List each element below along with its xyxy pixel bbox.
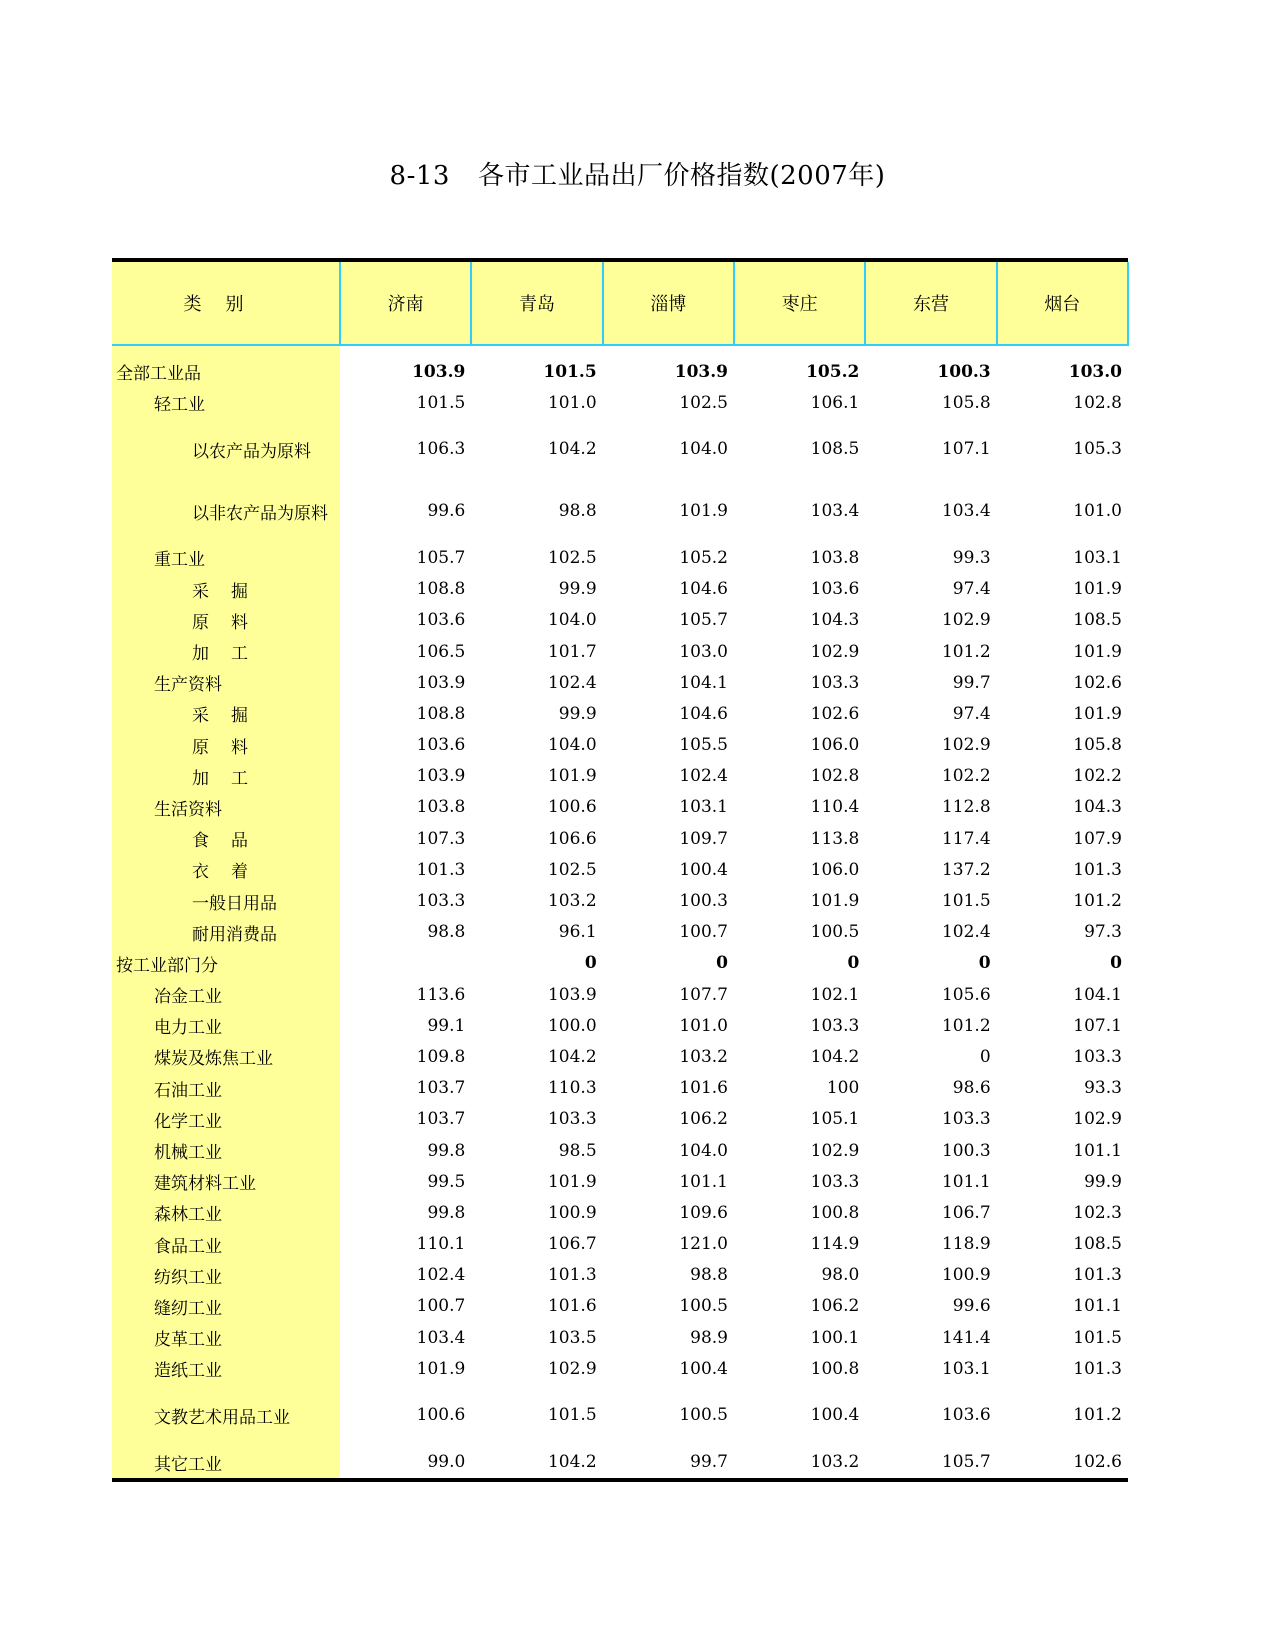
table-row <box>112 979 1128 1010</box>
value-cell: 103.1 <box>1073 547 1122 568</box>
value-cell: 99.8 <box>427 1202 466 1223</box>
value-cell: 104.0 <box>547 735 597 756</box>
column-header-category: 类别 <box>112 262 340 345</box>
value-cell: 101.3 <box>547 1265 597 1286</box>
value-cell: 102.5 <box>679 392 728 413</box>
value-cell: 101.9 <box>1073 579 1122 600</box>
value-cell: 105.8 <box>941 392 991 413</box>
value-cell: 117.4 <box>941 828 991 849</box>
table-row <box>112 1291 1128 1322</box>
value-cell: 100.4 <box>679 859 728 880</box>
value-cell: 102.4 <box>547 672 597 693</box>
value-cell: 93.3 <box>1084 1078 1122 1099</box>
value-cell: 113.6 <box>416 984 466 1005</box>
value-cell: 102.8 <box>1073 392 1122 413</box>
table-row <box>112 1260 1128 1291</box>
value-cell: 109.6 <box>679 1202 728 1223</box>
value-cell: 113.8 <box>810 828 860 849</box>
row-label: 皮革工业 <box>112 1322 340 1353</box>
value-cell: 105.5 <box>679 735 728 756</box>
value-cell: 102.9 <box>941 735 991 756</box>
value-cell: 101.1 <box>679 1171 728 1192</box>
row-label: 生活资料 <box>112 792 340 823</box>
table-row <box>112 1010 1128 1041</box>
row-label: 全部工业品 <box>112 345 340 387</box>
table-row <box>112 917 1128 948</box>
value-cell: 110.3 <box>547 1078 597 1099</box>
value-cell: 102.2 <box>1073 766 1122 787</box>
value-cell: 109.7 <box>679 828 728 849</box>
row-label: 冶金工业 <box>112 979 340 1010</box>
value-cell: 106.7 <box>547 1234 597 1255</box>
value-cell: 97.4 <box>952 579 991 600</box>
value-cell: 104.1 <box>1073 984 1122 1005</box>
value-cell: 102.6 <box>810 703 860 724</box>
value-cell: 100.8 <box>810 1202 860 1223</box>
value-cell: 109.8 <box>416 1046 466 1067</box>
page-title <box>0 155 1275 192</box>
row-label: 电力工业 <box>112 1010 340 1041</box>
table-row <box>112 1166 1128 1197</box>
row-label: 原料 <box>112 730 340 761</box>
table-row <box>112 761 1128 792</box>
value-cell: 102.4 <box>679 766 728 787</box>
value-cell: 0 <box>584 953 597 974</box>
value-cell: 98.8 <box>427 922 466 943</box>
value-cell: 100.5 <box>679 1296 728 1317</box>
value-cell: 137.2 <box>941 859 991 880</box>
value-cell: 105.7 <box>941 1452 991 1473</box>
value-cell: 105.6 <box>941 984 991 1005</box>
value-cell: 101.0 <box>1073 501 1122 522</box>
value-cell: 102.9 <box>810 641 860 662</box>
value-cell: 98.9 <box>690 1327 728 1348</box>
table-row <box>112 574 1128 605</box>
row-label: 耐用消费品 <box>112 917 340 948</box>
value-cell: 104.6 <box>679 703 728 724</box>
table-row <box>112 542 1128 573</box>
value-cell: 101.3 <box>1073 859 1122 880</box>
value-cell: 98.6 <box>952 1078 991 1099</box>
value-cell: 101.5 <box>1073 1327 1122 1348</box>
value-cell: 99.7 <box>952 672 991 693</box>
row-label: 衣着 <box>112 854 340 885</box>
value-cell: 103.3 <box>810 1171 860 1192</box>
value-cell: 106.2 <box>679 1109 728 1130</box>
value-cell: 99.5 <box>427 1171 466 1192</box>
row-label: 轻工业 <box>112 387 340 418</box>
table-row <box>112 1229 1128 1260</box>
value-cell: 103.3 <box>941 1109 991 1130</box>
value-cell: 103.7 <box>416 1109 466 1130</box>
value-cell <box>340 948 471 979</box>
value-cell: 103.5 <box>547 1327 597 1348</box>
value-cell: 97.3 <box>1084 922 1122 943</box>
table-row <box>112 418 1128 480</box>
table-row <box>112 667 1128 698</box>
value-cell: 103.3 <box>547 1109 597 1130</box>
value-cell: 105.8 <box>1073 735 1122 756</box>
table-row <box>112 854 1128 885</box>
value-cell: 101.0 <box>679 1015 728 1036</box>
value-cell: 103.3 <box>1073 1046 1122 1067</box>
value-cell: 102.6 <box>1073 1452 1122 1473</box>
value-cell: 107.7 <box>679 984 728 1005</box>
row-label: 加工 <box>112 761 340 792</box>
value-cell: 0 <box>979 1046 991 1067</box>
value-cell: 100.3 <box>679 891 728 912</box>
column-header-dongying: 东营 <box>865 262 996 345</box>
bottom-rule <box>112 1478 1128 1482</box>
value-cell: 102.3 <box>1073 1202 1122 1223</box>
row-label: 采掘 <box>112 698 340 729</box>
value-cell: 108.8 <box>416 703 466 724</box>
value-cell: 107.1 <box>941 439 991 460</box>
row-label: 造纸工业 <box>112 1353 340 1384</box>
value-cell: 102.4 <box>941 922 991 943</box>
table-body <box>112 345 1128 1478</box>
value-cell: 100.9 <box>547 1202 597 1223</box>
table-row <box>112 948 1128 979</box>
value-cell: 100.8 <box>810 1358 860 1379</box>
row-label: 建筑材料工业 <box>112 1166 340 1197</box>
table-number: 8-13 <box>389 161 450 191</box>
value-cell: 103.3 <box>810 672 860 693</box>
value-cell: 107.9 <box>1073 828 1122 849</box>
value-cell: 100.4 <box>679 1358 728 1379</box>
value-cell: 99.9 <box>558 579 597 600</box>
value-cell: 102.2 <box>941 766 991 787</box>
value-cell: 103.9 <box>547 984 597 1005</box>
value-cell: 103.6 <box>810 579 860 600</box>
value-cell: 101.1 <box>1073 1140 1122 1161</box>
row-label: 原料 <box>112 605 340 636</box>
value-cell: 101.1 <box>941 1171 991 1192</box>
value-cell: 101.2 <box>941 1015 991 1036</box>
value-cell: 104.2 <box>810 1046 860 1067</box>
row-label: 其它工业 <box>112 1446 340 1477</box>
value-cell: 101.9 <box>1073 641 1122 662</box>
value-cell: 102.4 <box>416 1265 466 1286</box>
value-cell: 100.7 <box>679 922 728 943</box>
price-index-table <box>112 262 1129 1478</box>
value-cell: 104.0 <box>679 439 728 460</box>
value-cell: 104.3 <box>810 610 860 631</box>
value-cell: 101.1 <box>1073 1296 1122 1317</box>
value-cell: 102.9 <box>547 1358 597 1379</box>
row-label: 以农产品为原料 <box>112 418 340 480</box>
value-cell: 103.2 <box>679 1046 728 1067</box>
value-cell: 104.0 <box>679 1140 728 1161</box>
column-header-jinan: 济南 <box>340 262 471 345</box>
value-cell: 103.8 <box>416 797 466 818</box>
table-row <box>112 1446 1128 1477</box>
value-cell: 99.7 <box>690 1452 728 1473</box>
value-cell: 108.5 <box>1073 1234 1122 1255</box>
value-cell: 100.9 <box>941 1265 991 1286</box>
value-cell: 106.5 <box>416 641 466 662</box>
value-cell: 108.5 <box>1073 610 1122 631</box>
value-cell: 103.4 <box>941 501 991 522</box>
value-cell: 101.2 <box>1073 891 1122 912</box>
table-row <box>112 605 1128 636</box>
value-cell: 103.9 <box>674 361 728 382</box>
table-row <box>112 1384 1128 1446</box>
value-cell: 101.2 <box>1073 1405 1122 1426</box>
value-cell: 101.5 <box>543 361 597 382</box>
value-cell: 98.0 <box>821 1265 860 1286</box>
row-label: 以非农产品为原料 <box>112 480 340 542</box>
value-cell: 101.5 <box>416 392 466 413</box>
column-header-qingdao: 青岛 <box>471 262 602 345</box>
value-cell: 99.0 <box>427 1452 466 1473</box>
value-cell: 102.5 <box>547 859 597 880</box>
value-cell: 101.0 <box>547 392 597 413</box>
row-label: 一般日用品 <box>112 885 340 916</box>
value-cell: 101.9 <box>679 501 728 522</box>
value-cell: 110.1 <box>416 1234 466 1255</box>
value-cell: 0 <box>716 953 728 974</box>
value-cell: 106.2 <box>810 1296 860 1317</box>
value-cell: 106.3 <box>416 439 466 460</box>
value-cell: 103.2 <box>547 891 597 912</box>
value-cell: 103.6 <box>941 1405 991 1426</box>
value-cell: 103.9 <box>416 766 466 787</box>
value-cell: 101.7 <box>547 641 597 662</box>
value-cell: 104.6 <box>679 579 728 600</box>
value-cell: 101.6 <box>679 1078 728 1099</box>
value-cell: 0 <box>847 953 860 974</box>
table-row <box>112 387 1128 418</box>
table-row <box>112 480 1128 542</box>
value-cell: 103.9 <box>412 361 466 382</box>
value-cell: 101.3 <box>1073 1265 1122 1286</box>
value-cell: 98.8 <box>690 1265 728 1286</box>
table-row <box>112 636 1128 667</box>
value-cell: 100.3 <box>937 361 991 382</box>
value-cell: 99.1 <box>427 1015 466 1036</box>
row-label: 食品工业 <box>112 1229 340 1260</box>
value-cell: 99.8 <box>427 1140 466 1161</box>
value-cell: 103.9 <box>416 672 466 693</box>
value-cell: 105.3 <box>1073 439 1122 460</box>
value-cell: 102.9 <box>1073 1109 1122 1130</box>
value-cell: 103.1 <box>941 1358 991 1379</box>
value-cell: 105.2 <box>806 361 860 382</box>
table-row <box>112 1353 1128 1384</box>
value-cell: 141.4 <box>941 1327 991 1348</box>
table-row <box>112 823 1128 854</box>
value-cell: 101.6 <box>547 1296 597 1317</box>
value-cell: 101.2 <box>941 641 991 662</box>
value-cell: 103.3 <box>810 1015 860 1036</box>
value-cell: 101.9 <box>1073 703 1122 724</box>
value-cell: 103.4 <box>810 501 860 522</box>
value-cell: 99.9 <box>558 703 597 724</box>
value-cell: 98.5 <box>558 1140 597 1161</box>
value-cell: 118.9 <box>941 1234 991 1255</box>
row-label: 按工业部门分 <box>112 948 340 979</box>
value-cell: 105.2 <box>679 547 728 568</box>
value-cell: 103.2 <box>810 1452 860 1473</box>
value-cell: 101.9 <box>416 1358 466 1379</box>
row-label: 煤炭及炼焦工业 <box>112 1041 340 1072</box>
value-cell: 104.2 <box>547 1452 597 1473</box>
value-cell: 103.6 <box>416 610 466 631</box>
value-cell: 106.0 <box>810 735 860 756</box>
value-cell: 102.9 <box>810 1140 860 1161</box>
value-cell: 100.7 <box>416 1296 466 1317</box>
value-cell: 106.0 <box>810 859 860 880</box>
value-cell: 102.1 <box>810 984 860 1005</box>
value-cell: 102.5 <box>547 547 597 568</box>
value-cell: 98.8 <box>558 501 597 522</box>
value-cell: 110.4 <box>810 797 860 818</box>
row-label: 森林工业 <box>112 1197 340 1228</box>
value-cell: 106.6 <box>547 828 597 849</box>
column-header-yantai: 烟台 <box>997 262 1128 345</box>
value-cell: 104.2 <box>547 439 597 460</box>
value-cell: 100.4 <box>810 1405 860 1426</box>
value-cell: 103.4 <box>416 1327 466 1348</box>
row-label: 生产资料 <box>112 667 340 698</box>
table-row <box>112 792 1128 823</box>
row-label: 食品 <box>112 823 340 854</box>
value-cell: 0 <box>978 953 991 974</box>
value-cell: 103.0 <box>679 641 728 662</box>
value-cell: 103.7 <box>416 1078 466 1099</box>
value-cell: 101.3 <box>416 859 466 880</box>
value-cell: 99.6 <box>427 501 466 522</box>
value-cell: 101.9 <box>547 766 597 787</box>
value-cell: 104.3 <box>1073 797 1122 818</box>
value-cell: 105.7 <box>679 610 728 631</box>
value-cell: 102.9 <box>941 610 991 631</box>
value-cell: 102.6 <box>1073 672 1122 693</box>
value-cell: 100 <box>826 1078 860 1099</box>
value-cell: 104.2 <box>547 1046 597 1067</box>
value-cell: 101.3 <box>1073 1358 1122 1379</box>
header-row <box>112 262 1128 345</box>
value-cell: 103.6 <box>416 735 466 756</box>
row-label: 加工 <box>112 636 340 667</box>
value-cell: 105.7 <box>416 547 466 568</box>
value-cell: 103.0 <box>1068 361 1122 382</box>
value-cell: 99.3 <box>952 547 991 568</box>
value-cell: 108.8 <box>416 579 466 600</box>
table-row <box>112 1104 1128 1135</box>
value-cell: 103.1 <box>679 797 728 818</box>
value-cell: 102.8 <box>810 766 860 787</box>
value-cell: 101.9 <box>810 891 860 912</box>
table-row <box>112 1322 1128 1353</box>
value-cell: 101.9 <box>547 1171 597 1192</box>
value-cell: 100.0 <box>547 1015 597 1036</box>
value-cell: 104.0 <box>547 610 597 631</box>
value-cell: 96.1 <box>558 922 597 943</box>
row-label: 化学工业 <box>112 1104 340 1135</box>
table-row <box>112 1135 1128 1166</box>
value-cell: 0 <box>1110 953 1122 974</box>
value-cell: 101.5 <box>941 891 991 912</box>
table-title: 各市工业品出厂价格指数(2007年) <box>477 161 886 191</box>
table-row <box>112 1041 1128 1072</box>
value-cell: 107.1 <box>1073 1015 1122 1036</box>
table-row <box>112 885 1128 916</box>
value-cell: 100.6 <box>547 797 597 818</box>
value-cell: 103.8 <box>810 547 860 568</box>
column-header-zaozhuang: 枣庄 <box>734 262 865 345</box>
row-label: 纺织工业 <box>112 1260 340 1291</box>
value-cell: 99.6 <box>952 1296 991 1317</box>
value-cell: 104.1 <box>679 672 728 693</box>
value-cell: 114.9 <box>810 1234 860 1255</box>
value-cell: 112.8 <box>941 797 991 818</box>
row-label: 重工业 <box>112 542 340 573</box>
table-row <box>112 1197 1128 1228</box>
row-label: 采掘 <box>112 574 340 605</box>
value-cell: 97.4 <box>952 703 991 724</box>
value-cell: 108.5 <box>810 439 860 460</box>
column-header-zibo: 淄博 <box>603 262 734 345</box>
value-cell: 100.6 <box>416 1405 466 1426</box>
value-cell: 106.1 <box>810 392 860 413</box>
row-label: 缝纫工业 <box>112 1291 340 1322</box>
table-row <box>112 698 1128 729</box>
table-row <box>112 1073 1128 1104</box>
value-cell: 99.9 <box>1084 1171 1122 1192</box>
row-label: 石油工业 <box>112 1073 340 1104</box>
value-cell: 121.0 <box>679 1234 728 1255</box>
value-cell: 106.7 <box>941 1202 991 1223</box>
row-label: 文教艺术用品工业 <box>112 1384 340 1446</box>
value-cell: 100.1 <box>810 1327 860 1348</box>
value-cell: 105.1 <box>810 1109 860 1130</box>
table-row <box>112 730 1128 761</box>
value-cell: 101.5 <box>547 1405 597 1426</box>
table-row <box>112 345 1128 387</box>
value-cell: 103.3 <box>416 891 466 912</box>
value-cell: 100.3 <box>941 1140 991 1161</box>
value-cell: 107.3 <box>416 828 466 849</box>
row-label: 机械工业 <box>112 1135 340 1166</box>
value-cell: 100.5 <box>810 922 860 943</box>
value-cell: 100.5 <box>679 1405 728 1426</box>
